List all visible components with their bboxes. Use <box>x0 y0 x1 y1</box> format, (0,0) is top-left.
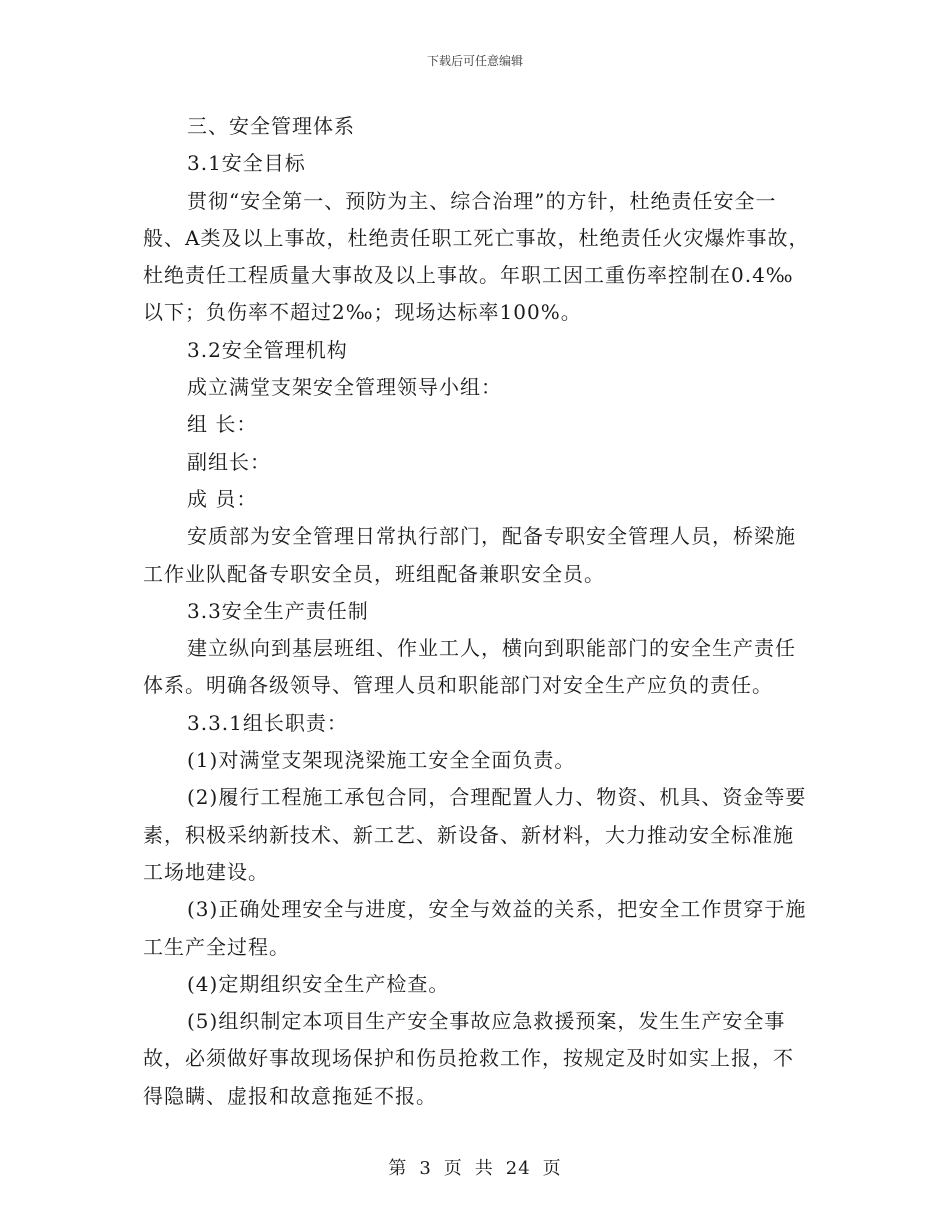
footer-page-word: 页 <box>443 1158 463 1179</box>
footer-suffix: 页 <box>542 1158 562 1179</box>
page-footer <box>0 1154 950 1180</box>
body-paragraph: 成立满堂支架安全管理领导小组： <box>187 375 502 400</box>
list-item: (3)正确处理安全与进度，安全与效益的关系，把安全工作贯穿于施工生产全过程。 <box>143 897 807 959</box>
body-paragraph: 安质部为安全管理日常执行部门，配备专职安全管理人员，桥梁施工作业队配备专职安全员，班组配备兼职安全员。 <box>143 524 796 586</box>
section-heading: 三、安全管理体系 <box>187 114 355 138</box>
header-note: 下载后可任意编辑 <box>426 54 523 68</box>
list-item: (1)对满堂支架现浇梁施工安全全面负责。 <box>187 748 576 773</box>
subsection-heading: 3.2安全管理机构 <box>187 337 348 362</box>
body-paragraph: 贯彻“安全第一、预防为主、综合治理”的方针，杜绝责任安全一般、A类及以上事故，杜绝责任职工死亡事故，杜绝责任火灾爆炸事故，杜绝责任工程质量大事故及以上事故。年职工因工重伤率控制在0.4‰以下；负伤率不超过2‰；现场达标率100%。 <box>143 188 810 325</box>
document-body <box>143 108 813 1115</box>
footer-prefix: 第 <box>388 1158 408 1179</box>
subsubsection-heading: 3.3.1组长职责： <box>187 710 348 735</box>
current-page-number: 3 <box>419 1158 432 1179</box>
role-line: 成 员： <box>187 486 258 511</box>
subsection-heading: 3.1安全目标 <box>187 151 306 176</box>
footer-total-word: 共 <box>474 1158 494 1179</box>
role-line: 组 长： <box>187 412 258 437</box>
body-paragraph: 建立纵向到基层班组、作业工人，横向到职能部门的安全生产责任体系。明确各级领导、管理人员和职能部门对安全生产应负的责任。 <box>143 636 796 698</box>
list-item: (5)组织制定本项目生产安全事故应急救援预案，发生生产安全事故，必须做好事故现场保护和伤员抢救工作，按规定及时如实上报，不得隐瞒、虚报和故意拖延不报。 <box>143 1009 794 1108</box>
list-item: (2)履行工程施工承包合同，合理配置人力、物资、机具、资金等要素，积极采纳新技术、新工艺、新设备、新材料，大力推动安全标准施工场地建设。 <box>143 785 807 884</box>
total-page-count: 24 <box>505 1158 531 1179</box>
role-line: 副组长： <box>187 449 271 474</box>
page-header <box>0 52 950 69</box>
subsection-heading: 3.3安全生产责任制 <box>187 598 369 623</box>
list-item: (4)定期组织安全生产检查。 <box>187 971 450 996</box>
